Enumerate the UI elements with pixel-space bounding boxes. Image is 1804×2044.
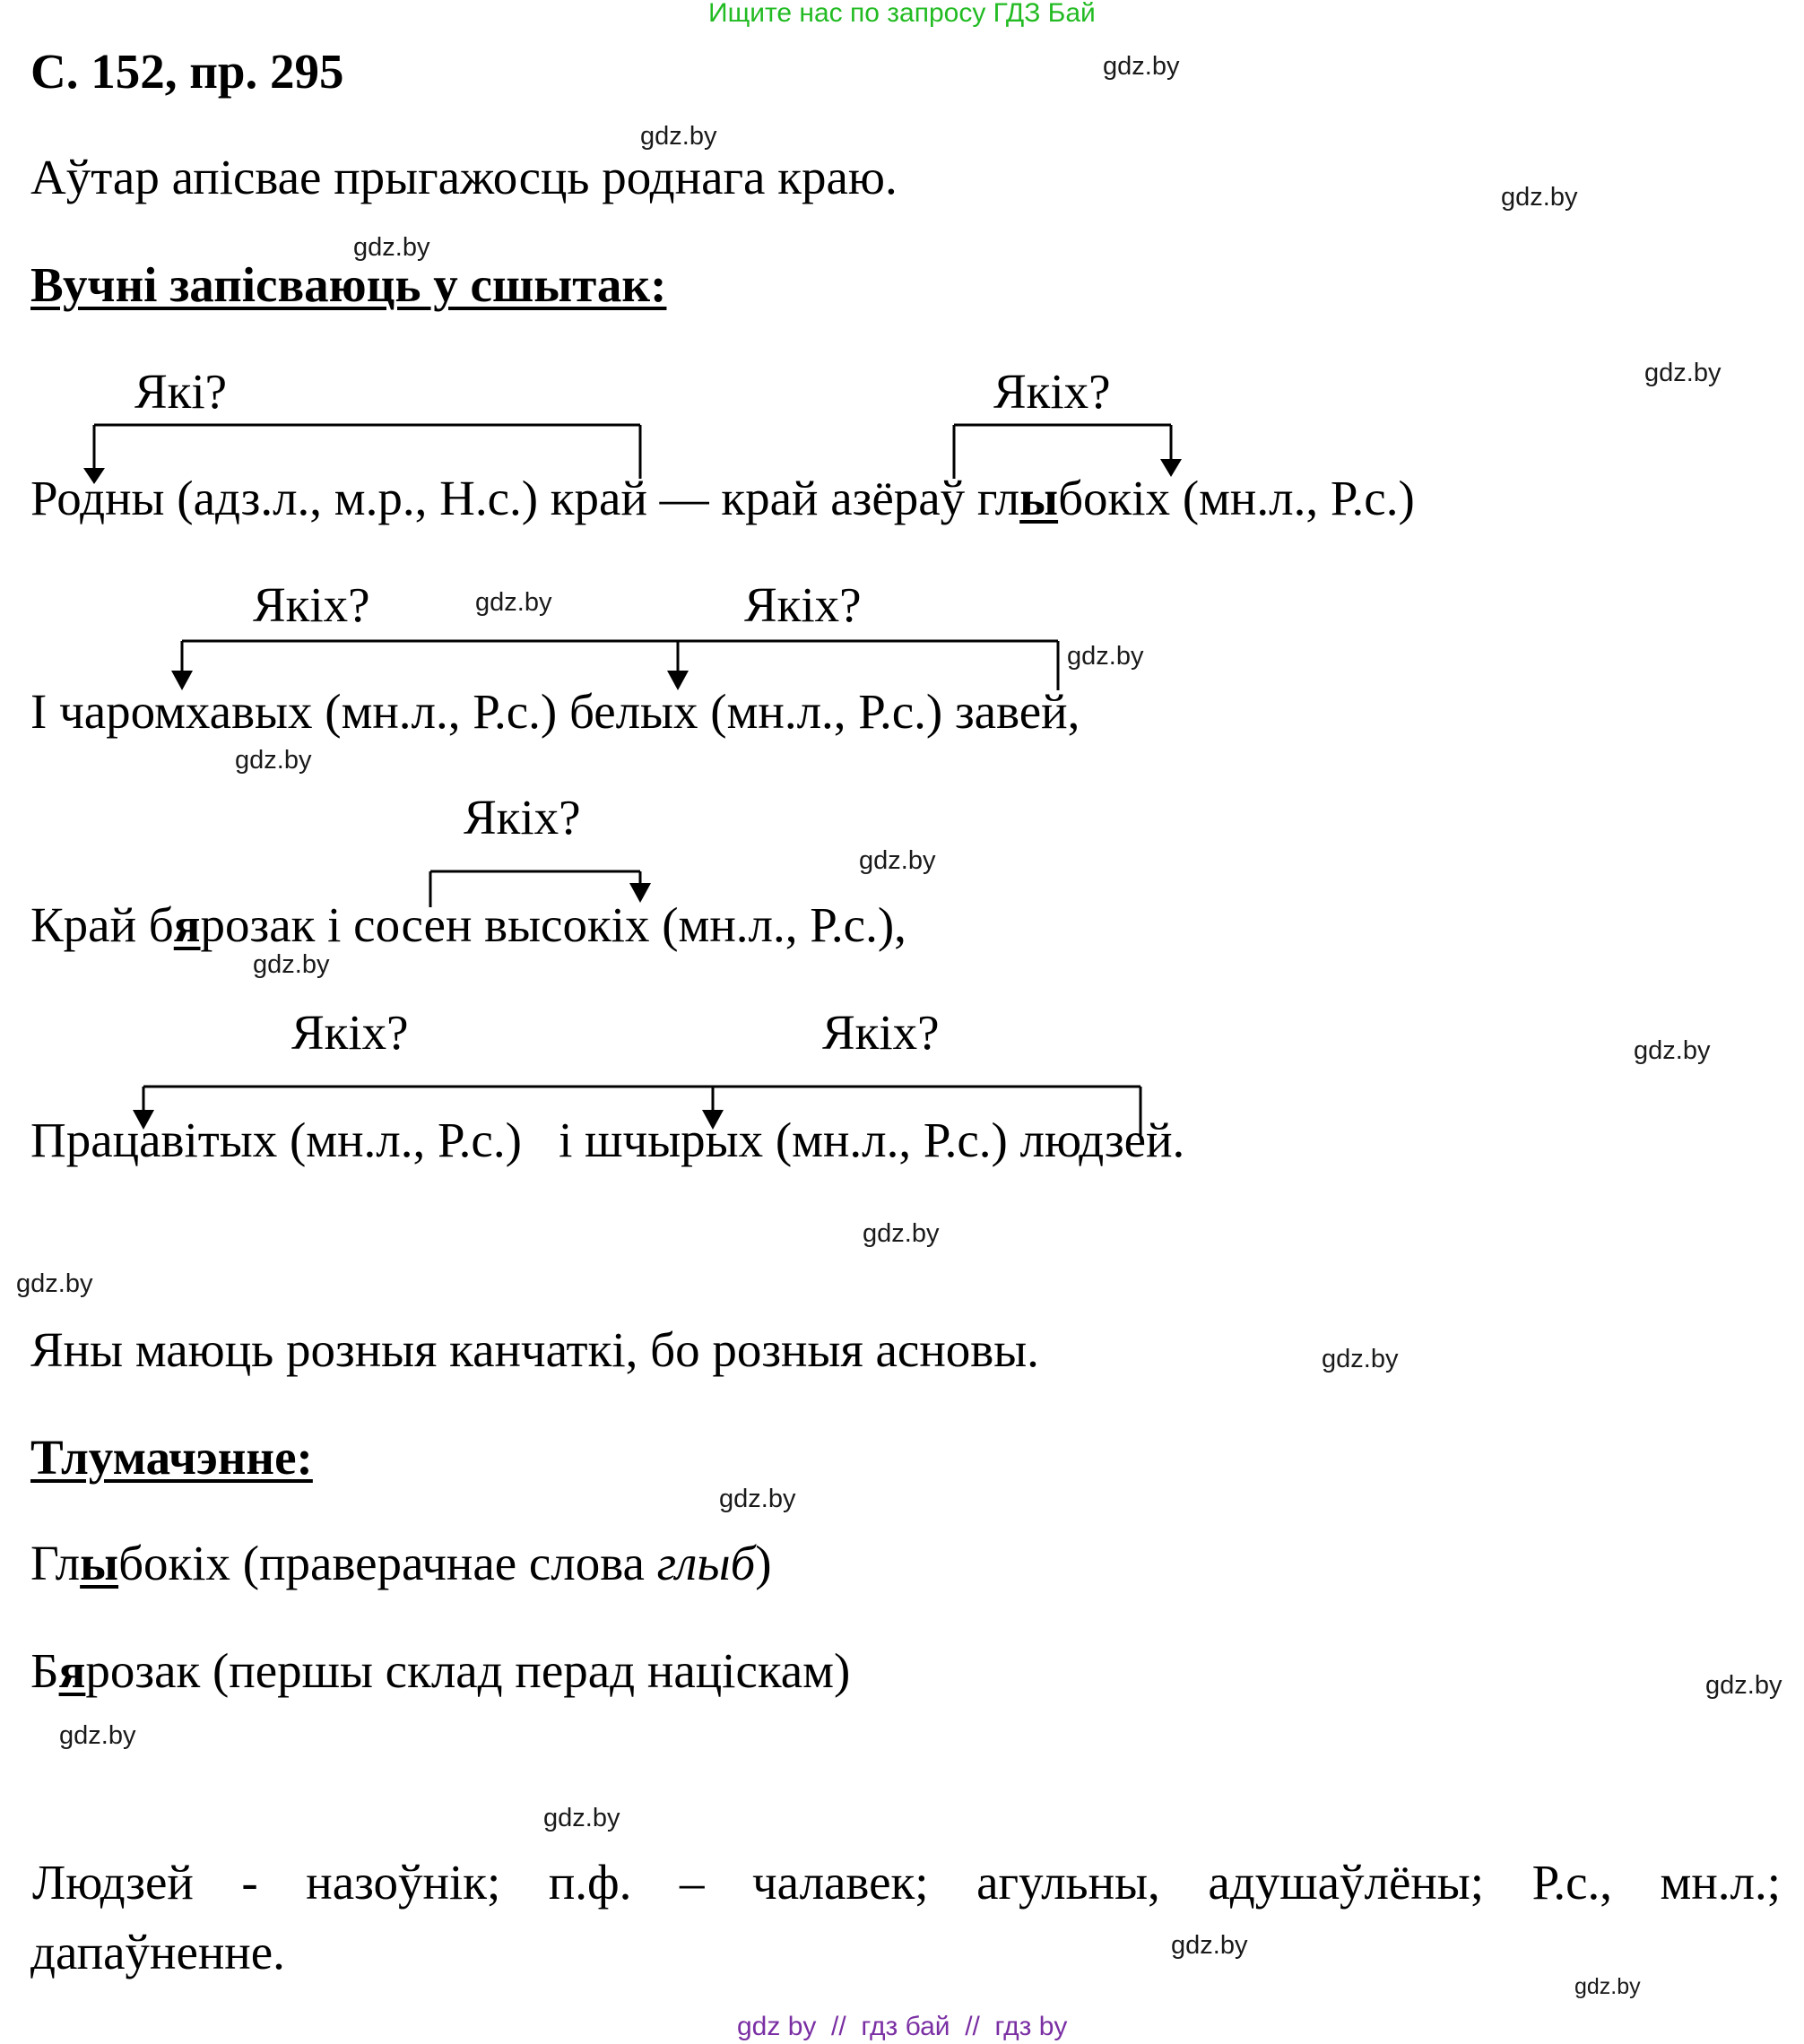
top-banner: Ищите нас по запросу ГДЗ Бай — [708, 0, 1096, 28]
explanation-3-end: дапаўненне. — [30, 1925, 285, 1979]
watermark: gdz.by — [1501, 183, 1578, 212]
watermark: gdz.by — [253, 950, 330, 979]
footer-links[interactable]: gdz by // гдз бай // гдз by — [737, 2012, 1068, 2041]
word: - — [241, 1855, 258, 1910]
watermark: gdz.by — [59, 1721, 136, 1750]
explanation-1 — [30, 1535, 772, 1591]
text-segment: ) — [755, 1536, 772, 1590]
watermark: gdz.by — [859, 846, 936, 875]
word: Людзей — [32, 1855, 194, 1910]
text-segment: бокіх (мн.л., Р.с.) — [1058, 471, 1415, 525]
question-label: Якіх? — [822, 1005, 940, 1060]
question-label: Якіх? — [744, 577, 862, 632]
word: – — [679, 1855, 705, 1910]
watermark: gdz.by — [1171, 1931, 1248, 1960]
word: адушаўлёны; — [1208, 1855, 1485, 1910]
sentence-line-1 — [30, 470, 1415, 526]
watermark: gdz.by — [863, 1219, 940, 1248]
word: агульны, — [976, 1855, 1160, 1910]
watermark: gdz.by — [1103, 52, 1180, 81]
word: назоўнік; — [306, 1855, 501, 1910]
word: чалавек; — [752, 1855, 929, 1910]
heading-notebook: Вучні запісваюць у сшытак: — [30, 257, 667, 312]
watermark: gdz.by — [1644, 359, 1722, 387]
explanation-3-line — [32, 1854, 1781, 1910]
watermark: gdz.by — [1322, 1345, 1399, 1373]
word: п.ф. — [548, 1855, 632, 1910]
text-segment: Край б — [30, 897, 174, 952]
sentence-line-4: Працавітых (мн.л., Р.с.) і шчырых (мн.л., Р.с.) людзей. — [30, 1113, 1185, 1167]
question-label: Якіх? — [253, 577, 370, 632]
question-label: Якіх? — [464, 790, 581, 844]
text-segment: Родны (адз.л., м.р., Н.с.) край — край азёраў гл — [30, 471, 1020, 525]
stressed-vowel: я — [58, 1643, 86, 1698]
word: мн.л.; — [1660, 1855, 1782, 1910]
question-label: Якіх? — [993, 364, 1111, 419]
question-label: Якіх? — [291, 1005, 409, 1060]
page-title: С. 152, пр. 295 — [30, 44, 344, 99]
text-segment: Гл — [30, 1536, 81, 1590]
stressed-vowel: ы — [1019, 471, 1059, 525]
word: Р.с., — [1531, 1855, 1612, 1910]
watermark: gdz.by — [475, 588, 552, 617]
watermark: gdz.by — [16, 1269, 93, 1298]
watermark: gdz.by — [543, 1804, 620, 1832]
watermark: gdz.by — [640, 122, 717, 151]
explanation-2 — [30, 1642, 850, 1699]
intro-text: Аўтар апісвае прыгажосць роднага краю. — [30, 150, 898, 204]
heading-explanation: Тлумачэнне: — [30, 1430, 313, 1485]
text-segment: розак і сосен высокіх (мн.л., Р.с.), — [200, 897, 906, 952]
sentence-line-2: І чаромхавых (мн.л., Р.с.) белых (мн.л., Р.с.) завей, — [30, 684, 1080, 739]
watermark: gdz.by — [353, 233, 430, 262]
watermark: gdz.by — [1634, 1036, 1711, 1065]
watermark: gdz.by — [235, 746, 312, 775]
text-segment: бокіх (праверачнае слова — [118, 1536, 657, 1590]
watermark: gdz.by — [1705, 1671, 1782, 1700]
question-label: Які? — [134, 364, 228, 419]
conclusion-text: Яны маюць розныя канчаткі, бо розныя асновы. — [30, 1322, 1039, 1377]
text-segment: Б — [30, 1643, 59, 1698]
watermark: gdz.by — [719, 1485, 796, 1513]
sentence-line-3 — [30, 896, 906, 953]
verification-word: глыб — [656, 1536, 756, 1590]
stressed-vowel: ы — [80, 1536, 119, 1590]
text-segment: розак (першы склад перад націскам) — [85, 1643, 851, 1698]
stressed-vowel: я — [173, 897, 201, 952]
watermark: gdz.by — [1574, 1974, 1641, 1999]
watermark: gdz.by — [1067, 642, 1144, 671]
